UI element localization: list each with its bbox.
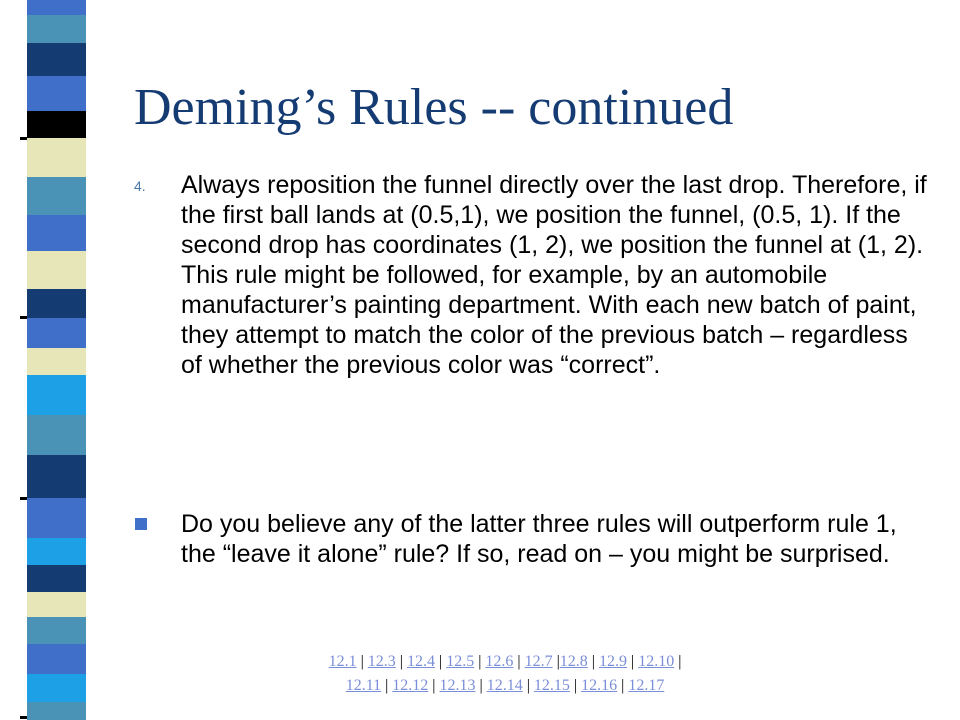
nav-link-12-5[interactable]: 12.5 [446, 653, 475, 670]
nav-link-12-4[interactable]: 12.4 [406, 653, 435, 670]
nav-link-12-6[interactable]: 12.6 [485, 653, 514, 670]
nav-link-12-12[interactable]: 12.12 [392, 677, 429, 694]
strip-block [27, 251, 86, 289]
list-number-4: 4. [134, 178, 146, 194]
nav-link-12-15[interactable]: 12.15 [533, 677, 570, 694]
nav-link-12-10[interactable]: 12.10 [638, 653, 675, 670]
strip-block [27, 76, 86, 111]
strip-tick [20, 497, 27, 500]
strip-block [27, 348, 86, 375]
nav-row-2: 12.11 | 12.12 | 12.13 | 12.14 | 12.15 | 12.16 | 12.17 [345, 677, 665, 694]
strip-block [27, 289, 86, 318]
nav-row-1: 12.1 | 12.3 | 12.4 | 12.5 | 12.6 | 12.7 |12.8 | 12.9 | 12.10 | [328, 653, 682, 670]
square-bullet-icon [135, 518, 147, 530]
strip-block [27, 318, 86, 348]
strip-block [27, 538, 86, 565]
nav-link-12-11[interactable]: 12.11 [345, 677, 382, 694]
nav-link-12-17[interactable]: 12.17 [628, 677, 665, 694]
strip-block [27, 455, 86, 498]
strip-block [27, 43, 86, 76]
strip-block [27, 674, 86, 702]
nav-link-12-16[interactable]: 12.16 [581, 677, 618, 694]
strip-block [27, 0, 86, 15]
question-text: Do you believe any of the latter three rules will outperform rule 1, the “leave it alone” rule? If so, read on – you might be surprised. [181, 510, 897, 568]
strip-block [27, 565, 86, 592]
nav-link-12-8[interactable]: 12.8 [559, 653, 588, 670]
nav-link-12-9[interactable]: 12.9 [599, 653, 627, 670]
strip-block [27, 138, 86, 177]
strip-block [27, 702, 86, 720]
strip-block [27, 375, 86, 415]
nav-link-12-1[interactable]: 12.1 [328, 653, 357, 670]
strip-tick [20, 316, 27, 319]
strip-block [27, 15, 86, 43]
strip-block [27, 617, 86, 644]
slide-title: Deming’s Rules -- continued [134, 79, 734, 136]
strip-block [27, 177, 86, 215]
decorative-color-strip [27, 0, 86, 720]
strip-block [27, 111, 86, 138]
nav-link-12-7[interactable]: 12.7 [524, 653, 553, 670]
strip-tick [20, 716, 27, 719]
strip-block [27, 498, 86, 538]
nav-link-12-3[interactable]: 12.3 [367, 653, 396, 670]
rule-4-text: Always reposition the funnel directly over the last drop. Therefore, if the first ball lands at (0.5,1), we position the funnel, (0.5, 1). If the second drop has coordinates (1, 2), we position the funnel at (1, 2). This rule might be followed, for example, by an automobile manufacturer’s painting department. With each new batch of paint, they attempt to match the color of the previous batch – regardless of whether the previous color was “correct”. [181, 171, 927, 379]
nav-link-12-13[interactable]: 12.13 [439, 677, 476, 694]
strip-block [27, 592, 86, 617]
strip-block [27, 644, 86, 674]
strip-block [27, 415, 86, 455]
nav-link-12-14[interactable]: 12.14 [486, 677, 523, 694]
strip-tick [20, 137, 27, 140]
strip-block [27, 215, 86, 251]
section-nav-links [262, 650, 748, 698]
